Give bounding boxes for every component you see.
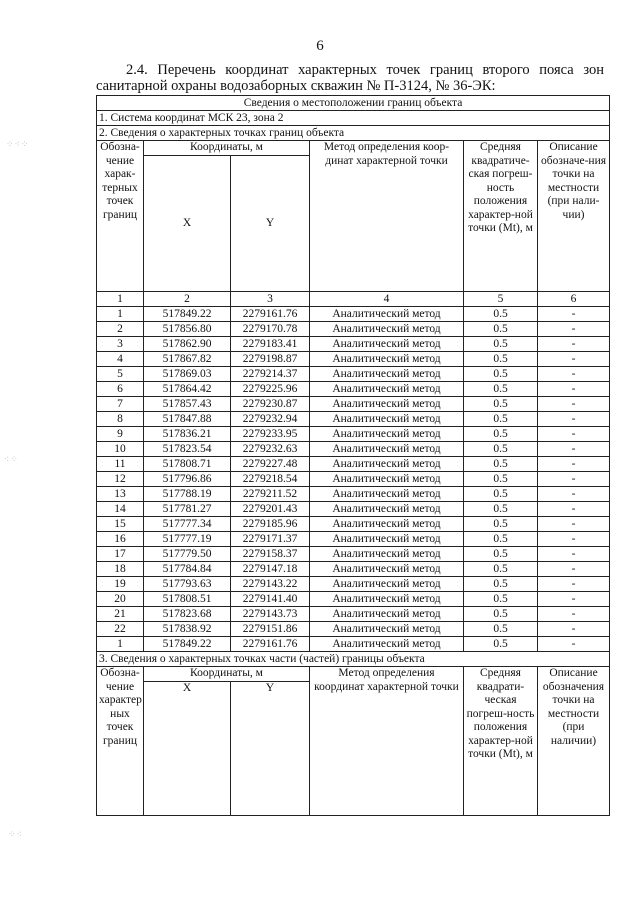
method: Аналитический метод — [310, 607, 464, 622]
y-coord: 2279143.73 — [231, 607, 310, 622]
point-id: 5 — [97, 367, 144, 382]
header-point: Обозна-чение харак-терных точек границ — [97, 141, 144, 292]
method: Аналитический метод — [310, 592, 464, 607]
x-coord: 517847.88 — [144, 412, 231, 427]
table-body — [97, 307, 610, 652]
section-2-title: 2. Сведения о характерных точках границ объекта — [97, 126, 610, 141]
error: 0.5 — [464, 487, 538, 502]
point-id: 17 — [97, 547, 144, 562]
error: 0.5 — [464, 472, 538, 487]
table-row — [97, 367, 610, 382]
error: 0.5 — [464, 577, 538, 592]
point-id: 2 — [97, 322, 144, 337]
table-row — [97, 382, 610, 397]
y-coord: 2279232.63 — [231, 442, 310, 457]
description: - — [538, 412, 610, 427]
y-coord: 2279158.37 — [231, 547, 310, 562]
description: - — [538, 502, 610, 517]
description: - — [538, 607, 610, 622]
description: - — [538, 472, 610, 487]
header-method: Метод определения коор-динат характерной точки — [310, 141, 464, 292]
x-coord: 517838.92 — [144, 622, 231, 637]
coordinates-table — [96, 95, 610, 816]
description: - — [538, 397, 610, 412]
error: 0.5 — [464, 457, 538, 472]
x-coord: 517823.54 — [144, 442, 231, 457]
header3-description: Описание обозначения точки на местности (при наличии) — [538, 667, 610, 816]
point-id: 9 — [97, 427, 144, 442]
scan-margin-noise: ⁘⁖⁘ — [6, 140, 30, 150]
y-coord: 2279161.76 — [231, 637, 310, 652]
x-coord: 517796.86 — [144, 472, 231, 487]
point-id: 6 — [97, 382, 144, 397]
description: - — [538, 382, 610, 397]
method: Аналитический метод — [310, 517, 464, 532]
error: 0.5 — [464, 367, 538, 382]
x-coord: 517849.22 — [144, 637, 231, 652]
x-coord: 517808.51 — [144, 592, 231, 607]
y-coord: 2279141.40 — [231, 592, 310, 607]
x-coord: 517823.68 — [144, 607, 231, 622]
point-id: 7 — [97, 397, 144, 412]
description: - — [538, 427, 610, 442]
column-number: 1 — [97, 292, 144, 307]
error: 0.5 — [464, 337, 538, 352]
method: Аналитический метод — [310, 637, 464, 652]
description: - — [538, 622, 610, 637]
table-title: Сведения о местоположении границ объекта — [97, 96, 610, 111]
error: 0.5 — [464, 412, 538, 427]
description: - — [538, 457, 610, 472]
x-coord: 517779.50 — [144, 547, 231, 562]
x-coord: 517864.42 — [144, 382, 231, 397]
method: Аналитический метод — [310, 577, 464, 592]
description: - — [538, 547, 610, 562]
header-coords: Координаты, м — [144, 141, 310, 156]
description: - — [538, 577, 610, 592]
point-id: 20 — [97, 592, 144, 607]
header-description: Описание обозначе-ния точки на местности (при нали-чии) — [538, 141, 610, 292]
point-id: 4 — [97, 352, 144, 367]
table-row — [97, 472, 610, 487]
error: 0.5 — [464, 502, 538, 517]
error: 0.5 — [464, 307, 538, 322]
table-row — [97, 517, 610, 532]
y-coord: 2279214.37 — [231, 367, 310, 382]
y-coord: 2279230.87 — [231, 397, 310, 412]
error: 0.5 — [464, 622, 538, 637]
error: 0.5 — [464, 382, 538, 397]
x-coord: 517784.84 — [144, 562, 231, 577]
table-row — [97, 487, 610, 502]
point-id: 13 — [97, 487, 144, 502]
point-id: 3 — [97, 337, 144, 352]
table-row — [97, 607, 610, 622]
description: - — [538, 517, 610, 532]
point-id: 11 — [97, 457, 144, 472]
x-coord: 517777.34 — [144, 517, 231, 532]
x-coord: 517869.03 — [144, 367, 231, 382]
scan-margin-noise: ⁖⁘ — [4, 455, 19, 465]
column-number: 3 — [231, 292, 310, 307]
error: 0.5 — [464, 427, 538, 442]
method: Аналитический метод — [310, 382, 464, 397]
description: - — [538, 322, 610, 337]
description: - — [538, 487, 610, 502]
x-coord: 517777.19 — [144, 532, 231, 547]
error: 0.5 — [464, 547, 538, 562]
y-coord: 2279218.54 — [231, 472, 310, 487]
y-coord: 2279225.96 — [231, 382, 310, 397]
header3-error: Средняя квадрати-ческая погреш-ность положения характер-ной точки (Mt), м — [464, 667, 538, 816]
point-id: 16 — [97, 532, 144, 547]
method: Аналитический метод — [310, 472, 464, 487]
table-row — [97, 637, 610, 652]
x-coord: 517867.82 — [144, 352, 231, 367]
x-coord: 517857.43 — [144, 397, 231, 412]
method: Аналитический метод — [310, 427, 464, 442]
description: - — [538, 367, 610, 382]
y-coord: 2279170.78 — [231, 322, 310, 337]
table-row — [97, 427, 610, 442]
method: Аналитический метод — [310, 562, 464, 577]
header3-x: X — [144, 681, 231, 816]
method: Аналитический метод — [310, 352, 464, 367]
y-coord: 2279151.86 — [231, 622, 310, 637]
table-row — [97, 412, 610, 427]
header-error: Средняя квадратиче-ская погреш-ность положения характер-ной точки (Mt), м — [464, 141, 538, 292]
method: Аналитический метод — [310, 622, 464, 637]
description: - — [538, 337, 610, 352]
method: Аналитический метод — [310, 397, 464, 412]
table-row — [97, 532, 610, 547]
y-coord: 2279161.76 — [231, 307, 310, 322]
description: - — [538, 592, 610, 607]
y-coord: 2279227.48 — [231, 457, 310, 472]
x-coord: 517856.80 — [144, 322, 231, 337]
point-id: 22 — [97, 622, 144, 637]
method: Аналитический метод — [310, 337, 464, 352]
table-row — [97, 457, 610, 472]
error: 0.5 — [464, 442, 538, 457]
description: - — [538, 562, 610, 577]
point-id: 18 — [97, 562, 144, 577]
y-coord: 2279143.22 — [231, 577, 310, 592]
x-coord: 517793.63 — [144, 577, 231, 592]
section-3-title: 3. Сведения о характерных точках части (частей) границы объекта — [97, 652, 610, 667]
x-coord: 517849.22 — [144, 307, 231, 322]
header-y: Y — [231, 155, 310, 292]
page-number: 6 — [316, 38, 324, 54]
y-coord: 2279147.18 — [231, 562, 310, 577]
y-coord: 2279233.95 — [231, 427, 310, 442]
header3-method: Метод определения координат характерной точки — [310, 667, 464, 816]
method: Аналитический метод — [310, 457, 464, 472]
column-number: 2 — [144, 292, 231, 307]
y-coord: 2279232.94 — [231, 412, 310, 427]
y-coord: 2279201.43 — [231, 502, 310, 517]
point-id: 12 — [97, 472, 144, 487]
description: - — [538, 637, 610, 652]
description: - — [538, 352, 610, 367]
header3-y: Y — [231, 681, 310, 816]
description: - — [538, 532, 610, 547]
table-row — [97, 592, 610, 607]
method: Аналитический метод — [310, 367, 464, 382]
error: 0.5 — [464, 607, 538, 622]
y-coord: 2279198.87 — [231, 352, 310, 367]
header3-coords: Координаты, м — [144, 667, 310, 682]
error: 0.5 — [464, 352, 538, 367]
point-id: 8 — [97, 412, 144, 427]
point-id: 15 — [97, 517, 144, 532]
description: - — [538, 307, 610, 322]
column-number-row — [97, 292, 610, 307]
column-number: 5 — [464, 292, 538, 307]
coordinate-system: 1. Система координат МСК 23, зона 2 — [97, 111, 610, 126]
point-id: 21 — [97, 607, 144, 622]
method: Аналитический метод — [310, 322, 464, 337]
table-row — [97, 307, 610, 322]
column-number: 6 — [538, 292, 610, 307]
x-coord: 517862.90 — [144, 337, 231, 352]
error: 0.5 — [464, 562, 538, 577]
x-coord: 517836.21 — [144, 427, 231, 442]
x-coord: 517788.19 — [144, 487, 231, 502]
table-row — [97, 337, 610, 352]
method: Аналитический метод — [310, 502, 464, 517]
y-coord: 2279185.96 — [231, 517, 310, 532]
y-coord: 2279211.52 — [231, 487, 310, 502]
error: 0.5 — [464, 397, 538, 412]
error: 0.5 — [464, 532, 538, 547]
method: Аналитический метод — [310, 487, 464, 502]
table-row — [97, 502, 610, 517]
method: Аналитический метод — [310, 442, 464, 457]
document-heading: 2.4. Перечень координат характерных точек границ второго пояса зон санитарной охраны водозаборных скважин № П-3124, № 36-ЭК: — [96, 62, 604, 94]
description: - — [538, 442, 610, 457]
error: 0.5 — [464, 322, 538, 337]
method: Аналитический метод — [310, 547, 464, 562]
point-id: 19 — [97, 577, 144, 592]
table-row — [97, 397, 610, 412]
header-x: X — [144, 155, 231, 292]
error: 0.5 — [464, 592, 538, 607]
y-coord: 2279183.41 — [231, 337, 310, 352]
scan-margin-noise: ⁘⁖ — [8, 830, 23, 840]
table-row — [97, 442, 610, 457]
table-row — [97, 622, 610, 637]
error: 0.5 — [464, 517, 538, 532]
method: Аналитический метод — [310, 307, 464, 322]
table-row — [97, 352, 610, 367]
table-row — [97, 547, 610, 562]
header3-point: Обозна-чение характер ных точек границ — [97, 667, 144, 816]
point-id: 14 — [97, 502, 144, 517]
table-row — [97, 562, 610, 577]
point-id: 1 — [97, 307, 144, 322]
point-id: 1 — [97, 637, 144, 652]
point-id: 10 — [97, 442, 144, 457]
y-coord: 2279171.37 — [231, 532, 310, 547]
table-row — [97, 322, 610, 337]
error: 0.5 — [464, 637, 538, 652]
method: Аналитический метод — [310, 412, 464, 427]
table-row — [97, 577, 610, 592]
column-number: 4 — [310, 292, 464, 307]
method: Аналитический метод — [310, 532, 464, 547]
x-coord: 517781.27 — [144, 502, 231, 517]
x-coord: 517808.71 — [144, 457, 231, 472]
